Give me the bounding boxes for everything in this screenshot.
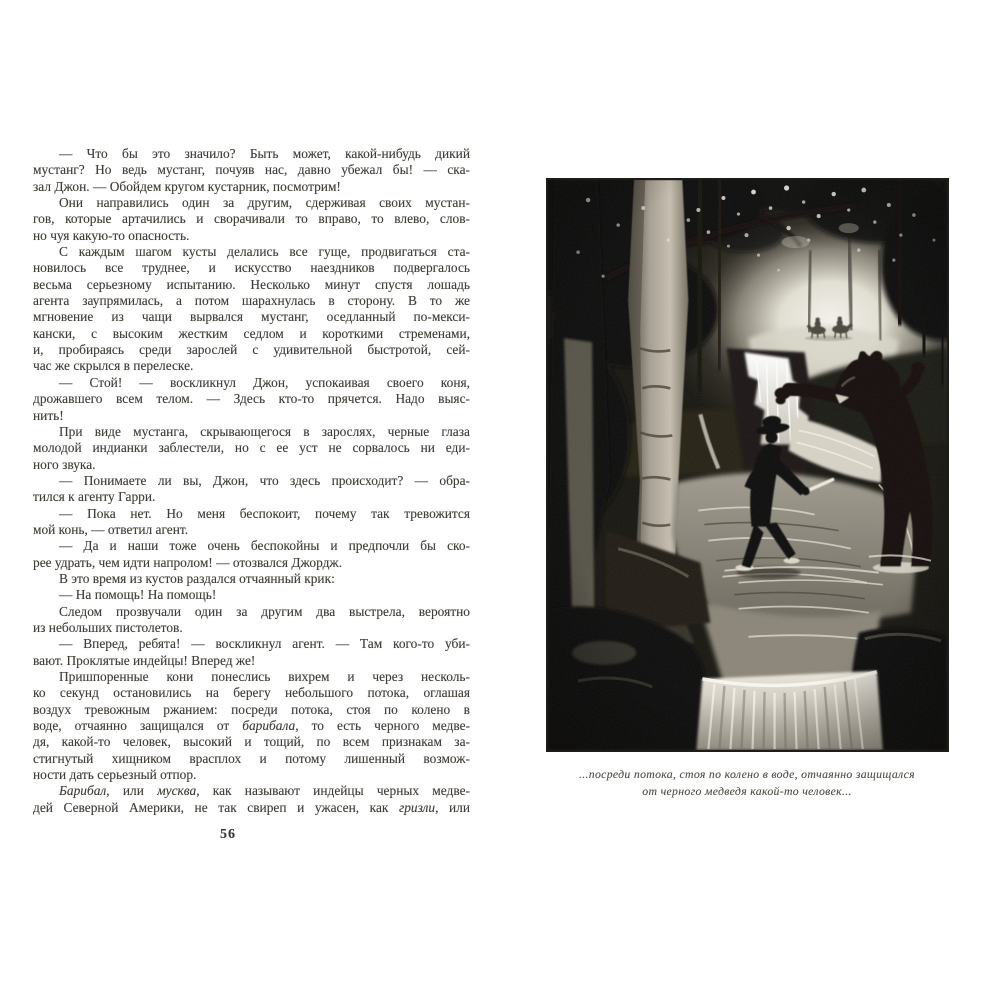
text-line: стигнутый хищником врасплох и потому лишенный возмож-: [33, 750, 470, 766]
text-line: воде, отчаянно защищался от барибала, то есть черного медве-: [33, 718, 470, 734]
text-line: Следом прозвучали один за другим два выстрела, вероятно: [59, 603, 470, 619]
illustration-plate: [546, 178, 949, 752]
text-line: кански, с высоким жестким седлом и короткими стременами,: [33, 325, 470, 341]
page-number: 56: [220, 827, 236, 842]
text-line: и, пробираясь среди зарослей с удивительной быстротой, сей-: [33, 342, 470, 358]
text-line: ко секунд остановились на берегу небольшого потока, оглашая: [33, 685, 470, 701]
text-line: весьма серьезному испытанию. Несколько минут спустя лошадь: [33, 276, 470, 292]
caption-line: ...посреди потока, стоя по колено в воде, отчаянно защищался: [579, 767, 915, 781]
illustration-svg: [548, 180, 947, 750]
text-line: — Да и наши тоже очень беспокойны и предпочли бы ско-: [59, 538, 470, 554]
text-line: тился к агенту Гарри.: [33, 489, 156, 505]
text-line: — Что бы это значило? Быть может, какой-нибудь дикий: [59, 146, 470, 161]
text-line: С каждым шагом кусты делались все гуще, продвигаться ста-: [59, 244, 470, 260]
grain-overlay: [548, 180, 947, 750]
text-line: — Стой! — воскликнул Джон, успокаивая своего коня,: [59, 374, 470, 390]
text-line: мустанг? Но ведь мустанг, почуяв нас, давно убежал бы! — ска-: [33, 162, 470, 178]
text-line: воздух тревожным ржанием: посреди потока, стоя по колено в: [33, 701, 470, 717]
text-line: дей Северной Америки, не так свиреп и ужасен, как гризли, или: [33, 799, 470, 815]
text-line: агента заупрямилась, а потом шарахнулась в сторону. В то же: [33, 293, 470, 309]
text-line: мгновение из чащи вырвался мустанг, оседланный по-мекси-: [33, 309, 470, 325]
text-line: — Понимаете ли вы, Джон, что здесь происходит? — обра-: [59, 472, 470, 488]
text-line: — Вперед, ребята! — воскликнул агент. — Там кого-то уби-: [59, 636, 470, 652]
text-line: вают. Проклятые индейцы! Вперед же!: [33, 652, 256, 668]
text-line: новилось все труднее, и искусство наездников подвергалось: [33, 260, 470, 276]
caption-line: от черного медведя какой-то человек...: [642, 783, 852, 798]
text-line: При виде мустанга, скрывающегося в зарослях, черные глаза: [59, 423, 470, 439]
text-line: мой конь, — ответил агент.: [33, 521, 189, 537]
text-line: — Пока нет. Но меня беспокоит, почему так тревожится: [59, 505, 470, 521]
text-line: молодой индианки заблестели, но с ее уст не сорвалось ни еди-: [33, 440, 470, 456]
text-line: зал Джон. — Обойдем кругом кустарник, посмотрим!: [33, 178, 341, 194]
text-line: рее удрать, чем идти напролом! — отозвался Джордж.: [33, 554, 343, 570]
text-line: нить!: [33, 407, 64, 423]
text-line: дрожавшего всем телом. — Здесь кто-то прячется. Надо выяс-: [33, 391, 470, 407]
text-line: ности дать серьезный отпор.: [33, 767, 197, 783]
text-line: Барибал, или мусква, как называют индейцы черных медве-: [59, 783, 470, 799]
plate-caption: [521, 766, 973, 799]
text-line: — На помощь! На помощь!: [59, 587, 217, 603]
left-page-text: [33, 146, 470, 816]
text-line: час же скрылся в перелеске.: [33, 358, 194, 374]
text-line: гов, которые артачились и сворачивали то вправо, то влево, слов-: [33, 211, 470, 227]
text-line: Они направились один за другим, сдерживая своих мустан-: [59, 195, 470, 211]
text-line: дя, какой-то человек, высокий и тощий, по всем признакам за-: [33, 734, 470, 750]
text-line: но чуя какую-то опасность.: [33, 227, 190, 243]
text-line: Пришпоренные кони понеслись вихрем и через несколь-: [59, 669, 470, 684]
text-line: из небольших пистолетов.: [33, 619, 183, 635]
text-line: ного звука.: [33, 456, 96, 472]
text-line: В это время из кустов раздался отчаянный крик:: [59, 570, 335, 586]
